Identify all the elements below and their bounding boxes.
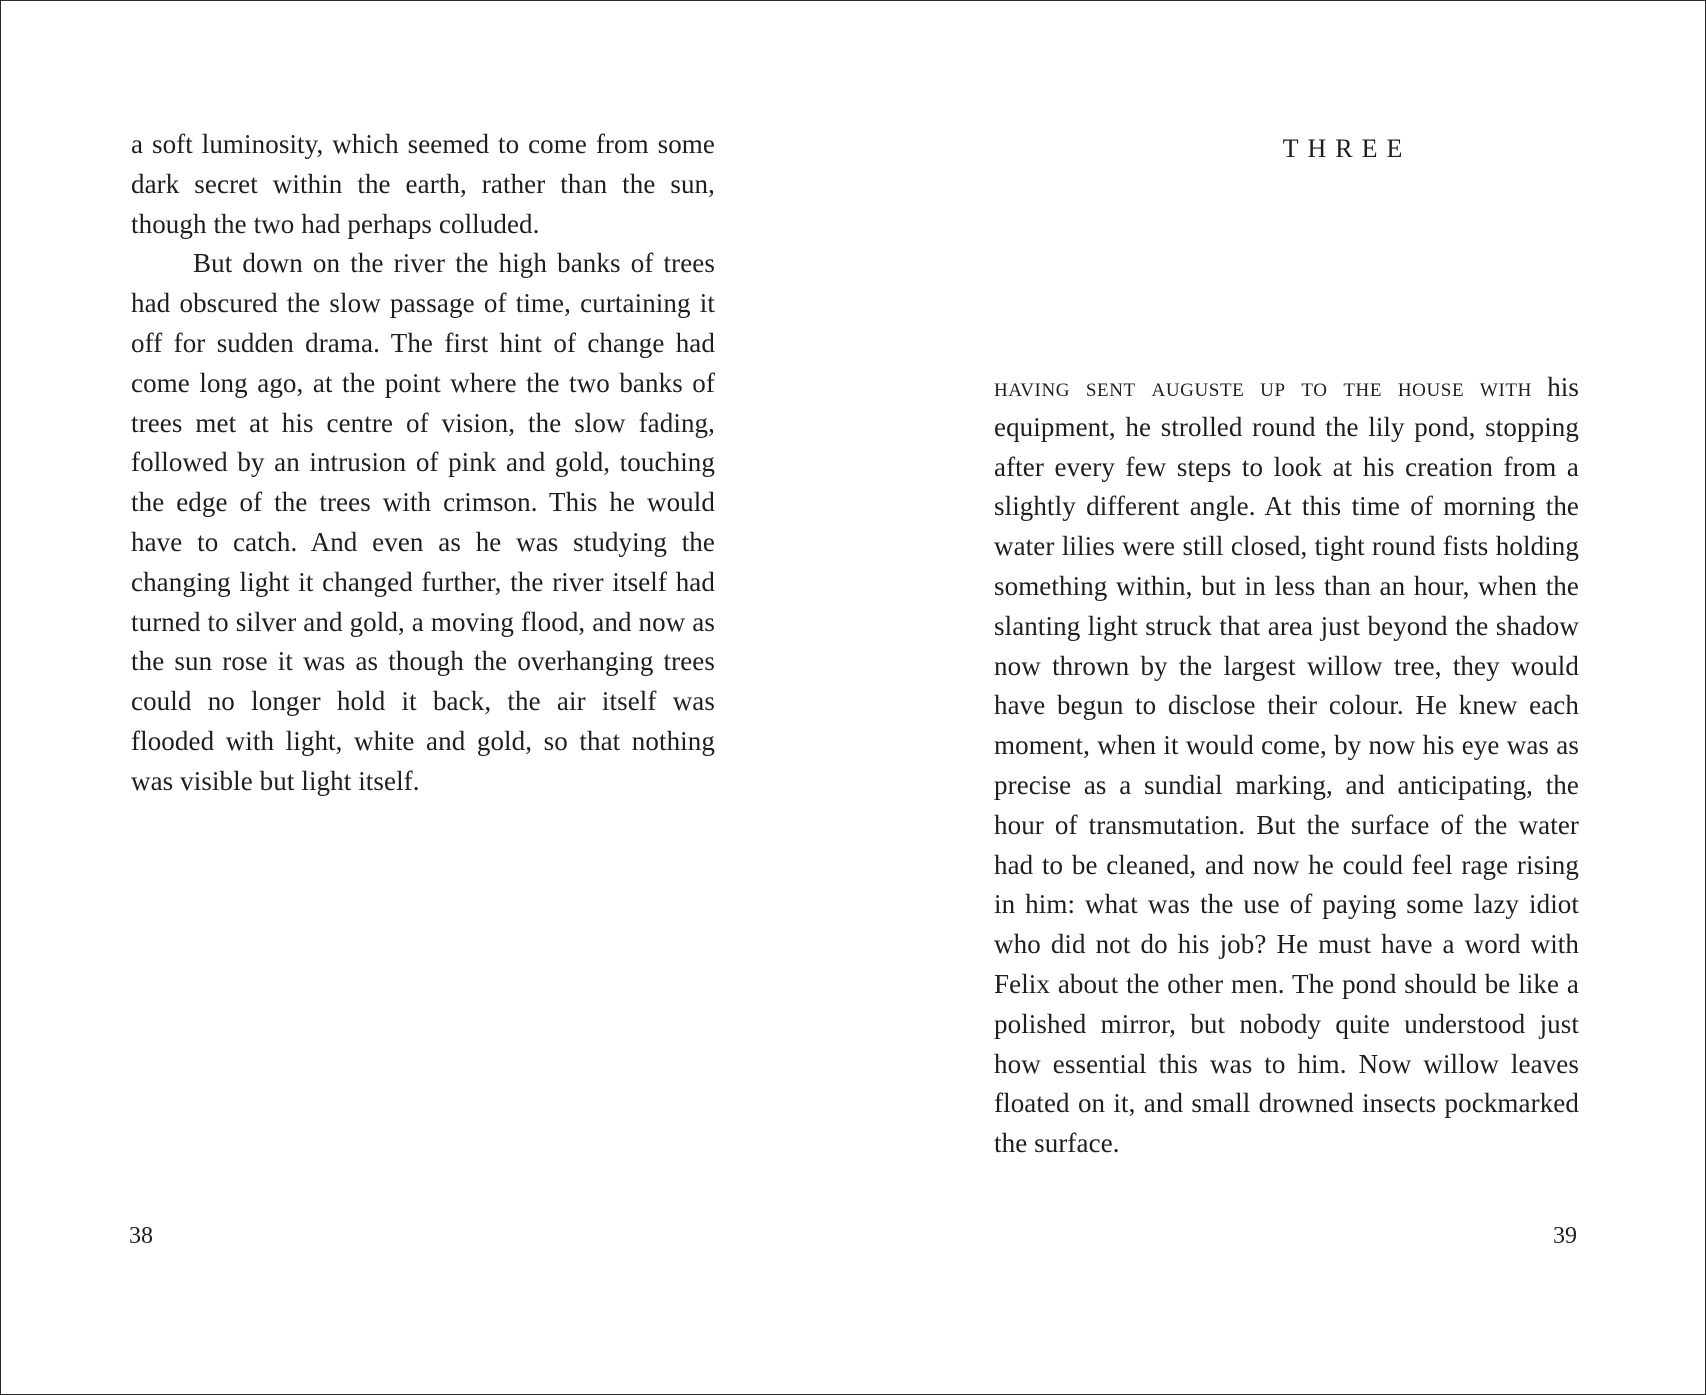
chapter-title: THREE	[1282, 134, 1412, 163]
right-page	[853, 1, 1705, 1394]
left-paragraph-1: a soft luminosity, which seemed to come from some dark secret within the earth, rather than the sun, though the two had perhaps colluded.	[131, 129, 715, 239]
page-number-right: 39	[1553, 1223, 1577, 1249]
paragraph-body: his equipment, he strolled round the lily pond, stopping after every few steps to look at his creation from a slightly different angle. At this time of morning the water lilies were still closed, tight round fists holding something within, but in less than an hour, when the slanting light struck that area just beyond the shadow now thrown by the largest willow tree, they would have begun to disclose their colour. He knew each moment, when it would come, by now his eye was as precise as a sundial marking, and anticipating, the hour of transmutation. But the surface of the water had to be cleaned, and now he could feel rage rising in him: what was the use of paying some lazy idiot who did not do his job? He must have a word with Felix about the other men. The pond should be like a polished mirror, but nobody quite understood just how essential this was to him. Now willow leaves floated on it, and small drowned insects pockmarked the surface.	[994, 372, 1579, 1159]
left-page-text	[131, 125, 715, 802]
opening-words-smallcaps: having sent auguste up to the house with	[994, 372, 1532, 402]
left-paragraph-2: But down on the river the high banks of trees had obscured the slow passage of time, curtaining it off for sudden drama. The first hint of change had come long ago, at the point where the two banks of trees met at his centre of vision, the slow fading, followed by an intrusion of pink and gold, touching the edge of the trees with crimson. This he would have to catch. And even as he was studying the changing light it changed further, the river itself had turned to silver and gold, a moving flood, and now as the sun rose it was as though the overhanging trees could no longer hold it back, the air itself was flooded with light, white and gold, so that nothing was visible but light itself.	[131, 248, 715, 796]
left-page	[1, 1, 853, 1394]
right-paragraph-1	[994, 368, 1579, 1164]
page-number-left: 38	[129, 1223, 153, 1249]
right-page-text	[994, 368, 1579, 1164]
